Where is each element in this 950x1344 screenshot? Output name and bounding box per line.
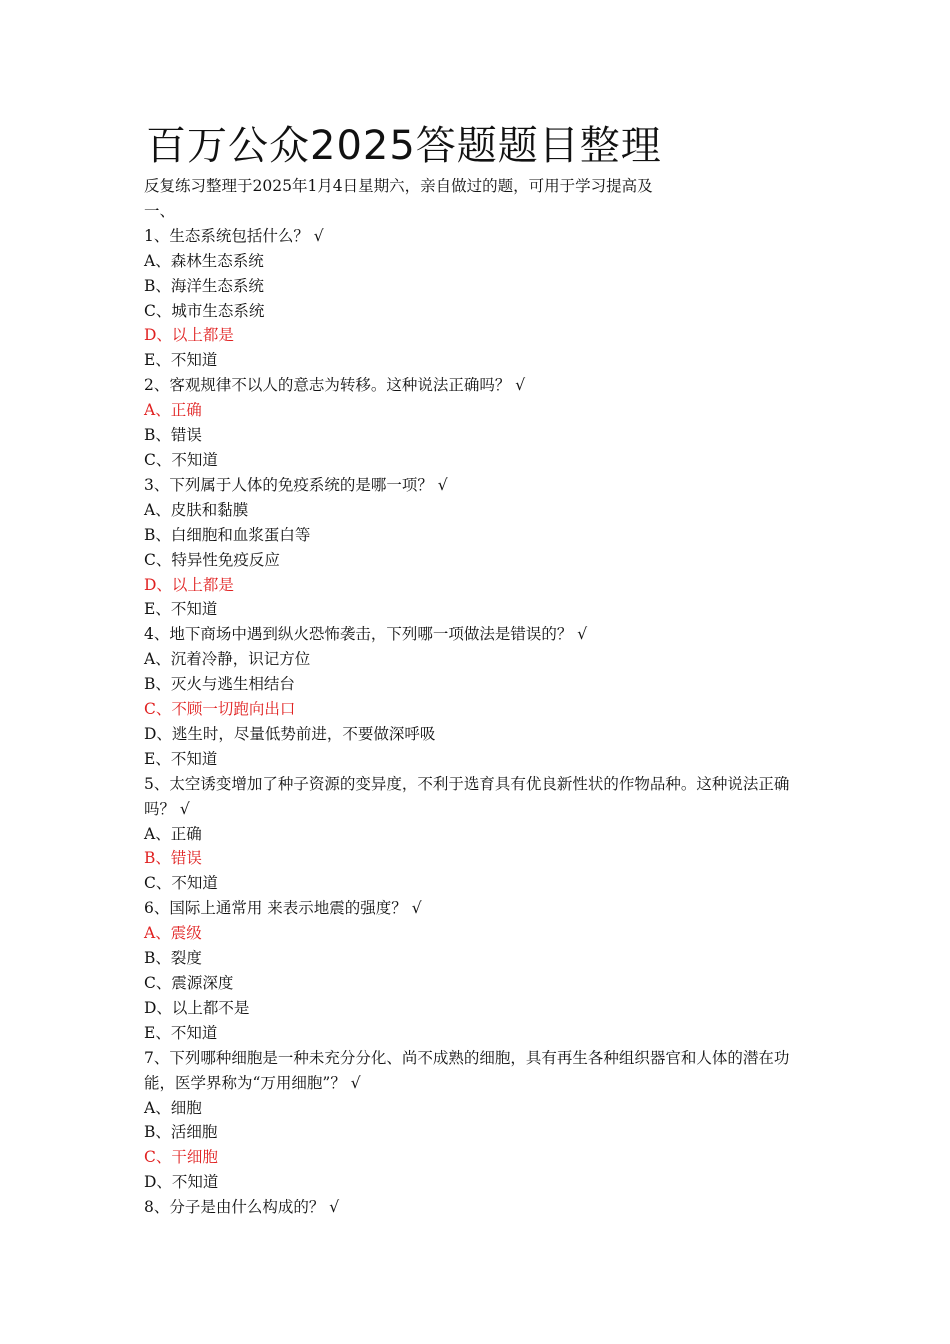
- answer-option: C、不知道: [144, 874, 218, 893]
- answer-option: D、以上都不是: [144, 998, 250, 1017]
- answer-option: B、错误: [144, 426, 202, 445]
- correct-answer-option: D、以上都是: [144, 326, 234, 345]
- correct-answer-option: D、以上都是: [144, 575, 234, 594]
- answer-option: E、不知道: [144, 351, 218, 370]
- answer-option: E、不知道: [144, 600, 218, 619]
- answer-option: A、沉着冷静，识记方位: [144, 650, 311, 669]
- correct-answer-option: C、不顾一切跑向出口: [144, 700, 296, 719]
- answer-option: D、逃生时，尽量低势前进，不要做深呼吸: [144, 724, 436, 743]
- correct-answer-option: C、干细胞: [144, 1148, 218, 1167]
- answer-option: A、皮肤和黏膜: [144, 500, 249, 519]
- answer-option: C、城市生态系统: [144, 301, 265, 320]
- answer-option: B、海洋生态系统: [144, 276, 264, 295]
- correct-answer-option: B、错误: [144, 849, 202, 868]
- question-line: 8、分子是由什么构成的？ √: [144, 1198, 340, 1217]
- question-line: 3、下列属于人体的免疫系统的是哪一项？ √: [144, 475, 448, 494]
- answer-option: C、震源深度: [144, 974, 234, 992]
- answer-option: E、不知道: [144, 749, 218, 768]
- answer-option: B、裂度: [144, 949, 202, 968]
- question-line: 5、太空诱变增加了种子资源的变异度，不利于选育具有优良新性状的作物品种。这种说法正确吗？ √: [144, 774, 790, 818]
- answer-option: C、特异性免疫反应: [144, 550, 280, 569]
- section-marker: 一、: [144, 201, 176, 220]
- answer-option: B、活细胞: [144, 1123, 218, 1142]
- correct-answer-option: A、正确: [144, 401, 202, 420]
- page-title: 百万公众2025答题题目整理: [146, 123, 662, 169]
- answer-option: A、森林生态系统: [144, 251, 264, 270]
- answer-option: C、不知道: [144, 450, 218, 469]
- question-line: 2、客观规律不以人的意志为转移。这种说法正确吗？ √: [144, 376, 526, 395]
- answer-option: D、不知道: [144, 1173, 219, 1192]
- answer-option: A、细胞: [144, 1098, 202, 1117]
- intro-text: 反复练习整理于2025年1月4日星期六，亲自做过的题，可用于学习提高及: [144, 177, 653, 195]
- document-body: [144, 174, 814, 1220]
- answer-option: A、正确: [144, 824, 202, 843]
- question-list: [144, 224, 814, 1220]
- question-line: 1、生态系统包括什么？ √: [144, 226, 324, 245]
- answer-option: E、不知道: [144, 1023, 218, 1042]
- answer-option: B、灭火与逃生相结台: [144, 675, 295, 694]
- question-line: 7、下列哪种细胞是一种未充分分化、尚不成熟的细胞，具有再生各种组织器官和人体的潜在功能，医学界称为“万用细胞”？ √: [144, 1048, 790, 1092]
- question-line: 4、地下商场中遇到纵火恐怖袭击，下列哪一项做法是错误的？ √: [144, 625, 588, 644]
- question-line: 6、国际上通常用 来表示地震的强度？ √: [144, 899, 422, 918]
- correct-answer-option: A、震级: [144, 924, 202, 943]
- answer-option: B、白细胞和血浆蛋白等: [144, 525, 311, 544]
